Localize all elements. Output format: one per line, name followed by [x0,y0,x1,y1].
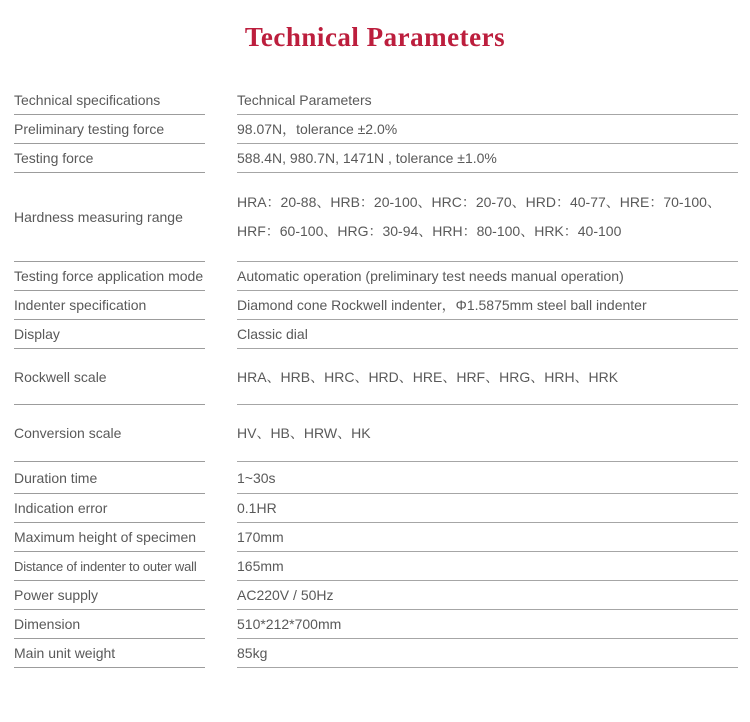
spec-label [14,349,205,405]
spec-value-text: 98.07N，tolerance ±2.0% [237,121,398,137]
spec-label-text: Conversion scale [14,425,122,441]
spec-value-text: Technical Parameters [237,92,372,108]
spec-label [14,115,205,144]
spec-label-text: Distance of indenter to outer wall [14,558,197,574]
page-title: Technical Parameters [244,22,506,52]
table-row [0,494,750,523]
spec-value-text: 170mm [237,529,284,545]
table-row [0,291,750,320]
spec-value-text: 165mm [237,558,284,574]
spec-label [14,494,205,523]
spec-value-text: 1~30s [237,469,276,486]
spec-value [237,115,738,144]
spec-value [237,494,738,523]
spec-value [237,320,738,349]
spec-label-text: Technical specifications [14,92,161,108]
spec-value [237,173,738,262]
spec-value [237,86,738,115]
table-row [0,262,750,291]
spec-label [14,86,205,115]
spec-label-text: Indication error [14,500,108,516]
table-row [0,610,750,639]
spec-value-text: Diamond cone Rockwell indenter，Φ1.5875mm steel ball indenter [237,297,647,313]
spec-label-text: Rockwell scale [14,368,107,385]
table-row [0,86,750,115]
table-row [0,552,750,581]
spec-value-text: 85kg [237,645,268,661]
table-row [0,523,750,552]
spec-value-text: AC220V / 50Hz [237,587,334,603]
spec-label [14,262,205,291]
spec-value [237,639,738,668]
spec-value [237,262,738,291]
spec-value-text: HV、HB、HRW、HK [237,425,371,441]
spec-value [237,523,738,552]
table-row [0,115,750,144]
spec-label [14,552,205,581]
spec-label-text: Dimension [14,616,81,632]
spec-label [14,144,205,173]
spec-value-text: Classic dial [237,326,308,342]
spec-label [14,291,205,320]
spec-value-text: HRA：20-88、HRB：20-100、HRC：20-70、HRD：40-77、HRE：70-100、HRF：60-100、HRG：30-94、HRH：80-100、HRK：40-100 [237,194,721,239]
spec-table [0,86,750,668]
table-row [0,320,750,349]
spec-value [237,349,738,405]
spec-label [14,320,205,349]
spec-label-text: Duration time [14,469,98,486]
table-row [0,639,750,668]
spec-label [14,639,205,668]
spec-label-text: Preliminary testing force [14,121,165,137]
spec-label [14,462,205,494]
spec-label-text: Hardness measuring range [14,209,183,225]
spec-label-text: Main unit weight [14,645,116,661]
table-row [0,349,750,405]
spec-value [237,462,738,494]
spec-label [14,173,205,262]
spec-label-text: Testing force [14,150,94,166]
spec-value-text: HRA、HRB、HRC、HRD、HRE、HRF、HRG、HRH、HRK [237,368,619,385]
spec-value-text: 588.4N, 980.7N, 1471N , tolerance ±1.0% [237,150,497,166]
spec-value-text: 0.1HR [237,500,277,516]
table-row [0,581,750,610]
spec-value [237,144,738,173]
table-row [0,462,750,494]
spec-label [14,581,205,610]
spec-label-text: Maximum height of specimen [14,529,197,545]
spec-label-text: Power supply [14,587,99,603]
spec-label [14,523,205,552]
spec-label-text: Display [14,326,60,342]
spec-label-text: Indenter specification [14,297,147,313]
table-row [0,173,750,262]
spec-label-text: Testing force application mode [14,268,204,284]
spec-label [14,405,205,462]
spec-label [14,610,205,639]
spec-value [237,405,738,462]
spec-value-text: 510*212*700mm [237,616,342,632]
spec-value [237,552,738,581]
spec-value [237,581,738,610]
spec-value-text: Automatic operation (preliminary test needs manual operation) [237,268,624,284]
table-row [0,405,750,462]
spec-value [237,610,738,639]
table-row [0,144,750,173]
spec-value [237,291,738,320]
